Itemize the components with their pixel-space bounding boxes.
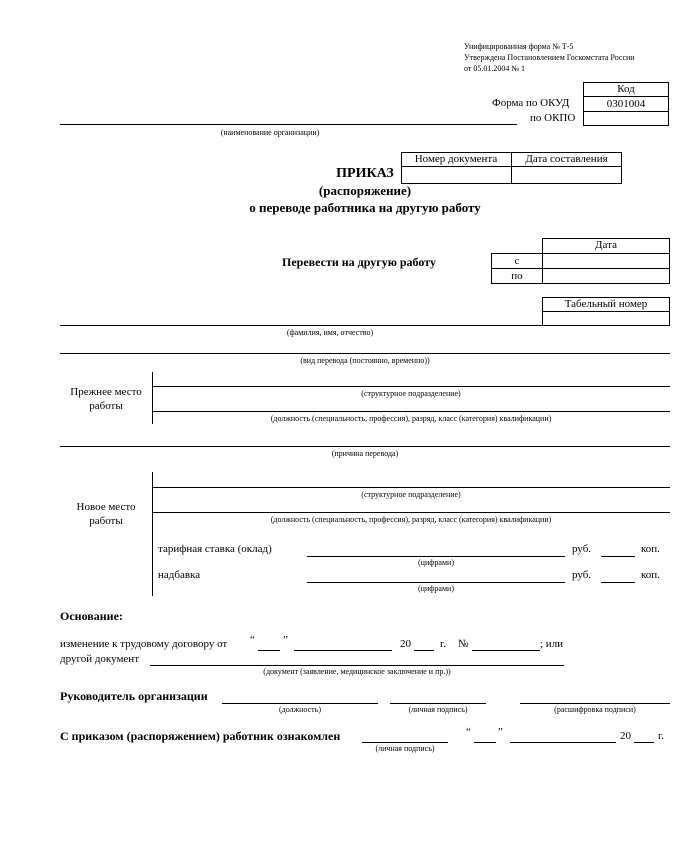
okpo-value[interactable] — [583, 112, 669, 126]
reason-caption: (причина перевода) — [331, 449, 399, 458]
employee-signature-field[interactable] — [362, 742, 448, 743]
date-header: Дата — [595, 239, 617, 251]
fio-caption: (фамилия, имя, отчество) — [286, 328, 374, 337]
acquainted-label: С приказом (распоряжением) работник ознакомлен — [60, 729, 341, 743]
previous-dept-field[interactable] — [152, 386, 670, 387]
ack-quote-open: “ — [466, 726, 471, 738]
bonus-label: надбавка — [158, 569, 201, 581]
form-date-line: от 05.01.2004 № 1 — [464, 64, 526, 73]
code-header: Код — [617, 83, 635, 95]
previous-place-label: Прежнее место работы — [70, 386, 142, 412]
new-place-label: Новое место работы — [76, 501, 136, 527]
new-dept-field[interactable] — [152, 487, 670, 488]
reason-field[interactable] — [60, 446, 670, 447]
rate-field[interactable] — [307, 556, 565, 557]
ack-year-field[interactable] — [634, 742, 654, 743]
previous-dept-caption: (структурное подразделение) — [361, 389, 461, 398]
rate-rub-label: руб. — [572, 543, 592, 555]
head-position-caption: (должность) — [279, 705, 321, 714]
date-to-label: по — [511, 270, 523, 282]
transfer-label: Перевести на другую работу — [282, 255, 436, 269]
previous-position-field[interactable] — [152, 411, 670, 412]
okpo-label: по ОКПО — [530, 112, 576, 124]
new-position-field[interactable] — [152, 512, 670, 513]
contract-change-label: изменение к трудовому договору от — [60, 638, 228, 650]
head-of-organization-label: Руководитель организации — [60, 689, 208, 703]
contract-number-field[interactable] — [472, 650, 540, 651]
organization-field[interactable] — [60, 124, 517, 125]
head-position-field[interactable] — [222, 703, 378, 704]
contract-year-field[interactable] — [414, 650, 434, 651]
other-document-label: другой документ — [60, 653, 140, 665]
doc-date-header: Дата составления — [525, 153, 608, 165]
rate-digits-caption: (цифрами) — [418, 558, 454, 567]
head-signature-caption: (личная подпись) — [408, 705, 468, 714]
date-to-field[interactable] — [543, 269, 669, 283]
previous-position-caption: (должность (специальность, профессия), разряд, класс (категория) квалификации) — [270, 414, 552, 423]
contract-quote-close: ” — [283, 634, 288, 646]
other-document-caption: (документ (заявление, медицинское заключение и пр.)) — [263, 667, 451, 676]
head-decode-field[interactable] — [520, 703, 670, 704]
bonus-kop-field[interactable] — [601, 582, 635, 583]
transfer-type-caption: (вид перевода (постоянно, временно)) — [300, 356, 430, 365]
contract-number-sign: № — [458, 638, 469, 650]
head-signature-field[interactable] — [390, 703, 486, 704]
title-subtitle: (распоряжение) — [318, 183, 412, 198]
rate-kop-label: коп. — [641, 543, 660, 555]
okud-label: Форма по ОКУД — [492, 97, 570, 109]
bonus-field[interactable] — [307, 582, 565, 583]
doc-number-header: Номер документа — [414, 153, 498, 165]
fio-field[interactable] — [60, 325, 670, 326]
ack-year-prefix: 20 — [620, 730, 631, 742]
form-approval-line: Утверждена Постановлением Госкомстата России — [464, 53, 635, 62]
page-title: ПРИКАЗ — [336, 166, 394, 181]
new-position-caption: (должность (специальность, профессия), разряд, класс (категория) квалификации) — [270, 515, 552, 524]
tab-number-field[interactable] — [543, 312, 669, 325]
doc-date-field[interactable] — [511, 167, 622, 184]
title-description: о переводе работника на другую работу — [249, 200, 481, 215]
employee-signature-caption: (личная подпись) — [375, 744, 435, 753]
contract-day-field[interactable] — [258, 650, 280, 651]
bonus-rub-label: руб. — [572, 569, 592, 581]
ack-quote-close: ” — [498, 726, 503, 738]
basis-title: Основание: — [60, 609, 123, 623]
contract-or-text: ; или — [540, 638, 564, 650]
head-decode-caption: (расшифровка подписи) — [554, 705, 636, 714]
contract-year-suffix: г. — [440, 638, 447, 650]
ack-month-field[interactable] — [510, 742, 616, 743]
contract-quote-open: “ — [250, 634, 255, 646]
ack-day-field[interactable] — [474, 742, 496, 743]
ack-year-suffix: г. — [658, 730, 665, 742]
tab-number-header: Табельный номер — [564, 298, 648, 310]
transfer-type-field[interactable] — [60, 353, 670, 354]
okud-value[interactable]: 0301004 — [606, 98, 646, 110]
org-caption: (наименование организации) — [220, 128, 320, 137]
contract-year-prefix: 20 — [400, 638, 411, 650]
contract-month-field[interactable] — [294, 650, 392, 651]
date-from-field[interactable] — [543, 254, 669, 268]
rate-label: тарифная ставка (оклад) — [158, 543, 272, 555]
bonus-kop-label: коп. — [641, 569, 660, 581]
date-from-label: с — [514, 255, 520, 267]
other-document-field[interactable] — [150, 665, 564, 666]
doc-number-field[interactable] — [401, 167, 511, 184]
new-dept-caption: (структурное подразделение) — [361, 490, 461, 499]
bonus-digits-caption: (цифрами) — [418, 584, 454, 593]
rate-kop-field[interactable] — [601, 556, 635, 557]
form-id-line: Унифицированная форма № Т-5 — [464, 42, 574, 51]
